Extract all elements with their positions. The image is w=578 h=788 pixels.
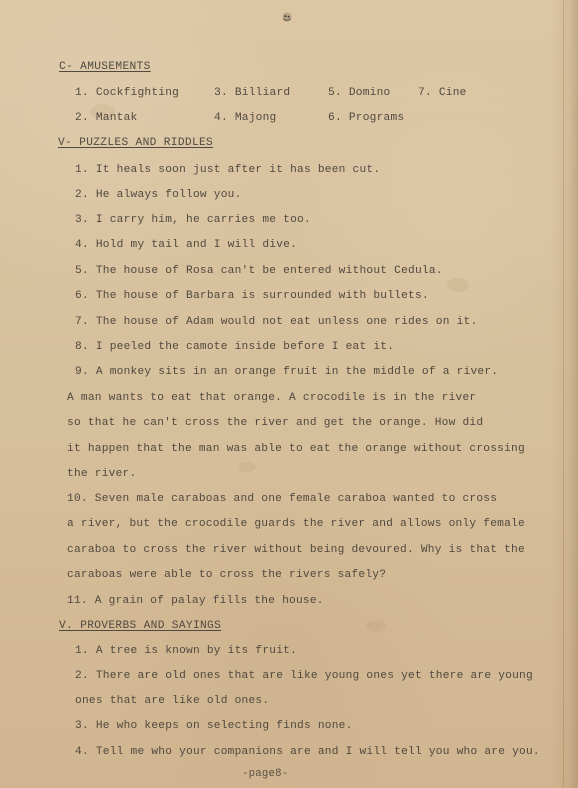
section-amusements-heading: C- AMUSEMENTS: [59, 61, 151, 73]
amusement-item: 7. Cine: [418, 87, 467, 99]
riddle-line: 11. A grain of palay fills the house.: [67, 595, 324, 607]
riddle-line: 3. I carry him, he carries me too.: [75, 214, 311, 226]
section-proverbs-heading: V. PROVERBS AND SAYINGS: [59, 620, 222, 632]
riddle-line: 5. The house of Rosa can't be entered without Cedula.: [75, 265, 443, 277]
riddle-line: 2. He always follow you.: [75, 189, 242, 201]
amusement-item: 2. Mantak: [75, 112, 138, 124]
riddle-line: caraboa to cross the river without being devoured. Why is that the: [67, 544, 525, 556]
riddle-line: caraboas were able to cross the rivers safely?: [67, 569, 387, 581]
riddle-line: it happen that the man was able to eat the orange without crossing: [67, 443, 525, 455]
riddle-line: 10. Seven male caraboas and one female caraboa wanted to cross: [67, 493, 498, 505]
amusement-item: 5. Domino: [328, 87, 391, 99]
riddle-line: a river, but the crocodile guards the river and allows only female: [67, 518, 525, 530]
proverb-line: 3. He who keeps on selecting finds none.: [75, 720, 353, 732]
riddle-line: 9. A monkey sits in an orange fruit in the middle of a river.: [75, 366, 499, 378]
amusement-item: 6. Programs: [328, 112, 405, 124]
page-edge-shadow: [550, 0, 578, 788]
riddle-line: 4. Hold my tail and I will dive.: [75, 239, 298, 251]
paper-stain: [447, 278, 469, 292]
amusement-item: 4. Majong: [214, 112, 277, 124]
amusement-item: 3. Billiard: [214, 87, 291, 99]
riddle-line: the river.: [67, 468, 137, 480]
riddle-line: 7. The house of Adam would not eat unless one rides on it.: [75, 316, 478, 328]
section-puzzles-heading: V- PUZZLES AND RIDDLES: [58, 137, 214, 149]
proverb-line: ones that are like old ones.: [75, 695, 270, 707]
amusement-item: 1. Cockfighting: [75, 87, 180, 99]
paper-stain: [366, 620, 386, 632]
smudge-icon: [280, 10, 294, 24]
proverb-line: 4. Tell me who your companions are and I will tell you who are you.: [75, 746, 540, 758]
riddle-line: 8. I peeled the camote inside before I eat it.: [75, 341, 395, 353]
proverb-line: 1. A tree is known by its fruit.: [75, 645, 298, 657]
riddle-line: 1. It heals soon just after it has been cut.: [75, 164, 381, 176]
riddle-line: 6. The house of Barbara is surrounded with bullets.: [75, 290, 429, 302]
riddle-line: so that he can't cross the river and get the orange. How did: [67, 417, 484, 429]
page-number: -page8-: [242, 768, 289, 780]
paper-stain: [238, 462, 256, 472]
page-edge-line: [563, 0, 564, 788]
riddle-line: A man wants to eat that orange. A crocodile is in the river: [67, 392, 477, 404]
proverb-line: 2. There are old ones that are like young ones yet there are young: [75, 670, 533, 682]
